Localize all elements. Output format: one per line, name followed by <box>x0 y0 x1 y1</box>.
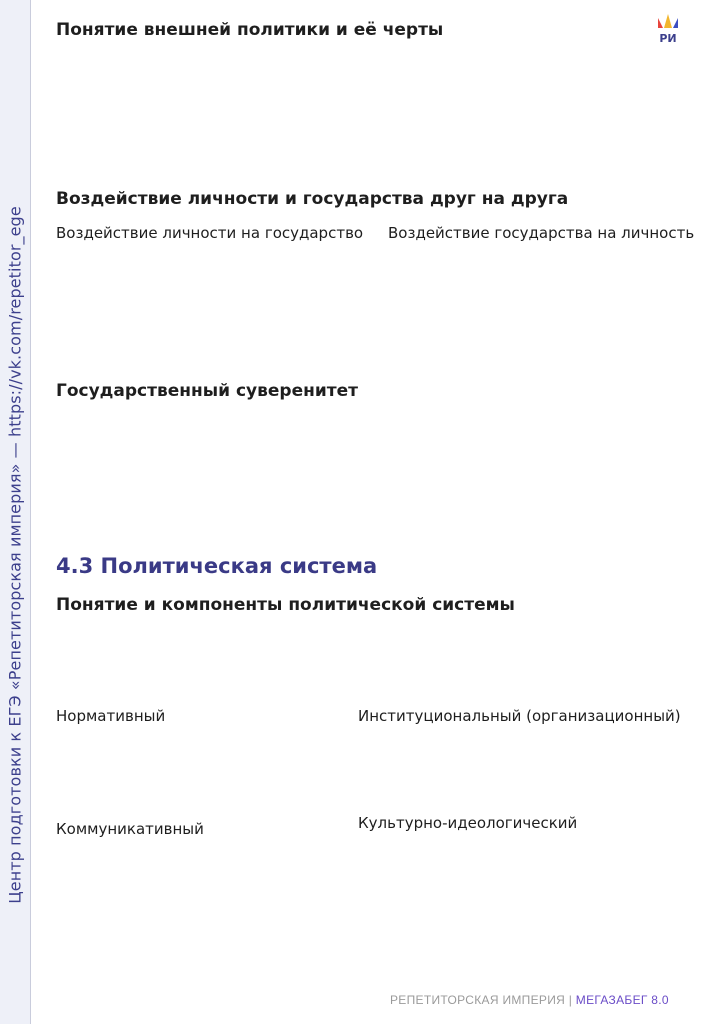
logo-label: РИ <box>659 32 677 45</box>
heading-interaction: Воздействие личности и государства друг на друга <box>56 189 569 209</box>
heading-sovereignty: Государственный суверенитет <box>56 381 358 401</box>
interaction-left-label: Воздействие личности на государство <box>56 224 364 242</box>
component-normative: Нормативный <box>56 707 166 725</box>
sidebar-vertical-text: Центр подготовки к ЕГЭ «Репетиторская империя» — https://vk.com/repetitor_ege <box>5 206 25 904</box>
section-title: 4.3 Политическая система <box>56 554 378 578</box>
crown-logo-icon <box>654 14 682 46</box>
footer <box>390 993 669 1007</box>
heading-components: Понятие и компоненты политической системы <box>56 595 515 615</box>
sidebar-strip <box>0 0 30 1024</box>
sidebar-divider <box>30 0 31 1024</box>
component-institutional: Институциональный (организационный) <box>358 707 681 725</box>
component-cultural: Культурно-идеологический <box>358 814 578 832</box>
footer-separator: | <box>565 993 576 1007</box>
footer-event: МЕГАЗАБЕГ 8.0 <box>575 993 669 1007</box>
interaction-right-label: Воздействие государства на личность <box>388 224 695 242</box>
heading-foreign-policy: Понятие внешней политики и её черты <box>56 20 444 40</box>
footer-brand: РЕПЕТИТОРСКАЯ ИМПЕРИЯ <box>390 993 566 1007</box>
component-communicative: Коммуникативный <box>56 820 204 838</box>
